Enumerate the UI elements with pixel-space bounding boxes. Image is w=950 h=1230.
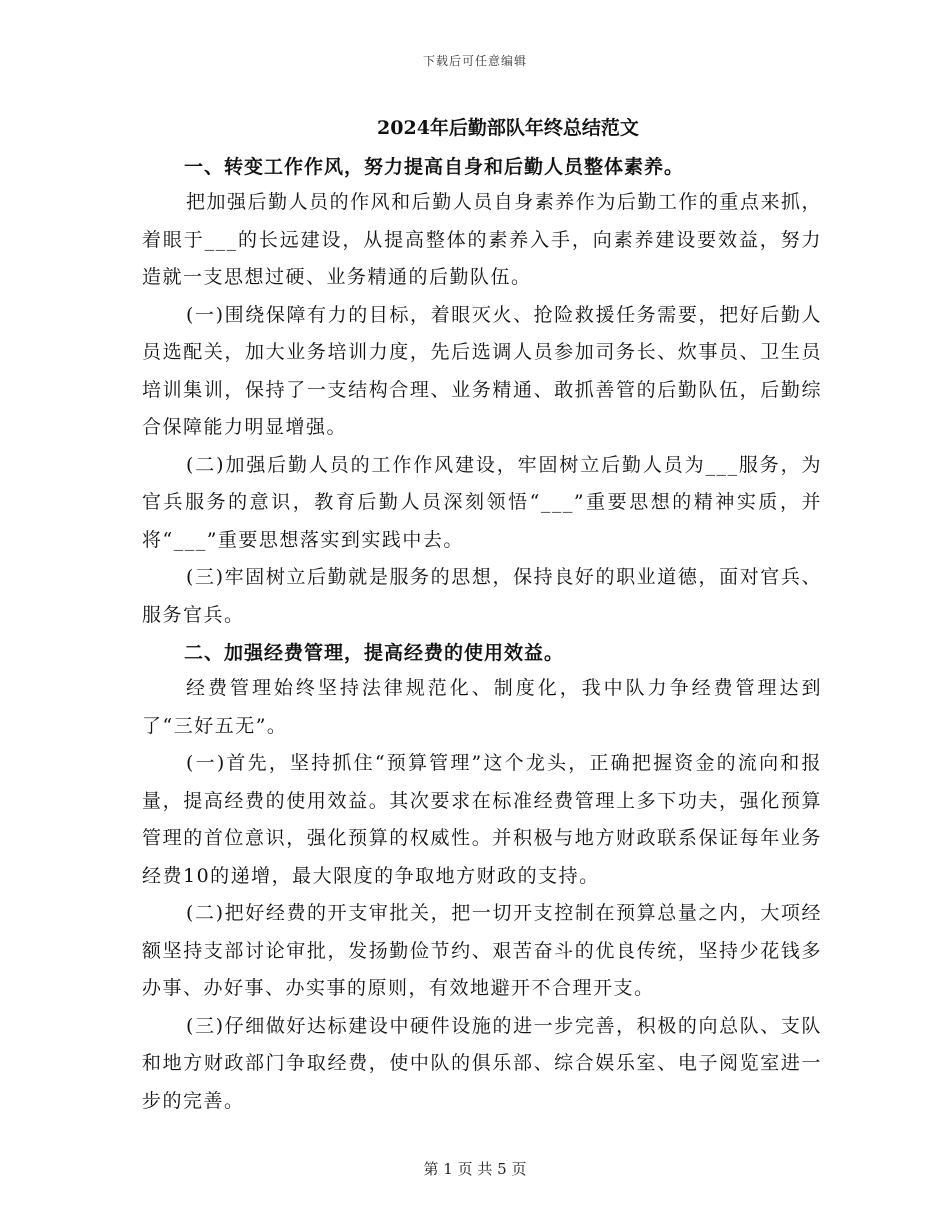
section-2-paragraph-1: 经费管理始终坚持法律规范化、制度化，我中队力争经费管理达到了“三好五无”。 bbox=[142, 677, 822, 737]
section-2-heading: 二、加强经费管理，提高经费的使用效益。 bbox=[184, 642, 565, 664]
section-2-paragraph-2: (一)首先，坚持抓住“预算管理”这个龙头，正确把握资金的流向和报量，提高经费的使用效益。其次要求在标准经费管理上多下功夫，强化预算管理的首位意识，强化预算的权威性。并积极与地方财政联系保证每年业务经费10的递增，最大限度的争取地方财政的支持。 bbox=[142, 752, 822, 887]
section-1-paragraph-3: (二)加强后勤人员的工作作风建设，牢固树立后勤人员为___服务，为官兵服务的意识，教育后勤人员深刻领悟“___”重要思想的精神实质，并将“___”重要思想落实到实践中去。 bbox=[142, 453, 822, 551]
header-note: 下载后可任意编辑 bbox=[422, 54, 527, 68]
section-1-paragraph-2: (一)围绕保障有力的目标，着眼灭火、抢险救援任务需要，把好后勤人员选配关，加大业务培训力度，先后选调人员参加司务长、炊事员、卫生员培训集训，保持了一支结构合理、业务精通、敢抓善管的后勤队伍，后勤综合保障能力明显增强。 bbox=[142, 303, 822, 438]
section-2-paragraph-4: (三)仔细做好达标建设中硬件设施的进一步完善，积极的向总队、支队和地方财政部门争取经费，使中队的俱乐部、综合娱乐室、电子阅览室进一步的完善。 bbox=[142, 1014, 822, 1112]
section-1-paragraph-4: (三)牢固树立后勤就是服务的思想，保持良好的职业道德，面对官兵、服务官兵。 bbox=[142, 566, 822, 626]
document-body bbox=[142, 112, 822, 1120]
section-2-paragraph-3: (二)把好经费的开支审批关，把一切开支控制在预算总量之内，大项经额坚持支部讨论审批，发扬勤俭节约、艰苦奋斗的优良传统，坚持少花钱多办事、办好事、办实事的原则，有效地避开不合理开支。 bbox=[142, 902, 822, 999]
section-1-paragraph-1: 把加强后勤人员的作风和后勤人员自身素养作为后勤工作的重点来抓，着眼于___的长远建设，从提高整体的素养入手，向素养建设要效益，努力造就一支思想过硬、业务精通的后勤队伍。 bbox=[142, 191, 822, 288]
document-title: 2024年后勤部队年终总结范文 bbox=[377, 117, 639, 139]
page-footer: 第 1 页 共 5 页 bbox=[423, 1160, 527, 1178]
section-1-heading: 一、转变工作作风，努力提高自身和后勤人员整体素养。 bbox=[184, 156, 685, 178]
